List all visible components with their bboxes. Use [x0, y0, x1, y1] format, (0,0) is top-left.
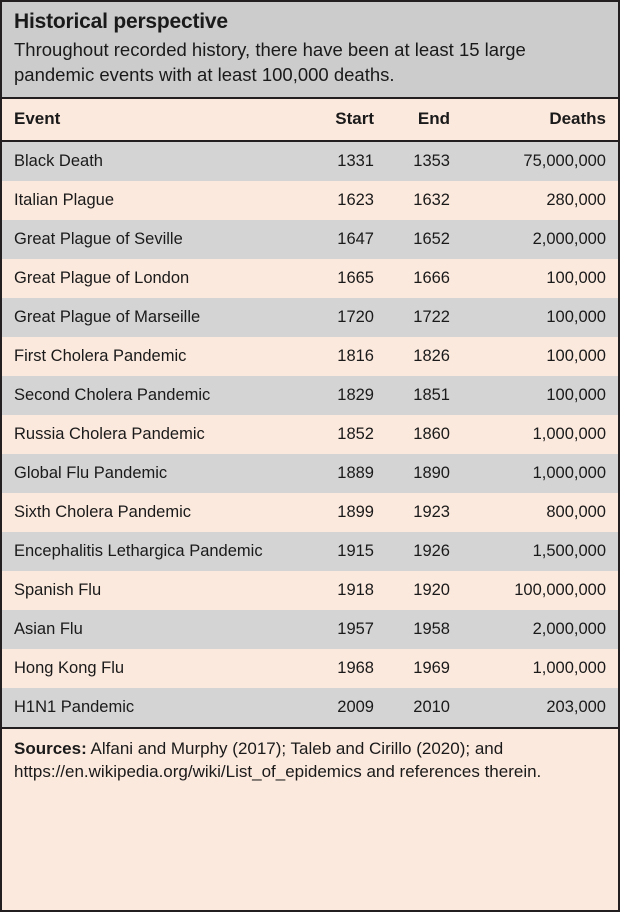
- cell-event: Great Plague of Seville: [2, 220, 302, 259]
- cell-deaths: 1,000,000: [462, 454, 618, 493]
- cell-start: 1647: [302, 220, 386, 259]
- column-header-deaths: Deaths: [462, 99, 618, 141]
- cell-deaths: 100,000,000: [462, 571, 618, 610]
- cell-end: 1920: [386, 571, 462, 610]
- cell-deaths: 203,000: [462, 688, 618, 727]
- table-row: [2, 649, 618, 688]
- table-row: [2, 298, 618, 337]
- cell-event: Encephalitis Lethargica Pandemic: [2, 532, 302, 571]
- cell-end: 1923: [386, 493, 462, 532]
- cell-start: 1915: [302, 532, 386, 571]
- cell-event: Russia Cholera Pandemic: [2, 415, 302, 454]
- cell-start: 1829: [302, 376, 386, 415]
- cell-deaths: 1,500,000: [462, 532, 618, 571]
- cell-deaths: 100,000: [462, 259, 618, 298]
- cell-event: Spanish Flu: [2, 571, 302, 610]
- table-row: [2, 220, 618, 259]
- cell-deaths: 100,000: [462, 376, 618, 415]
- cell-event: Asian Flu: [2, 610, 302, 649]
- cell-end: 1958: [386, 610, 462, 649]
- table-row: [2, 688, 618, 727]
- cell-start: 1623: [302, 181, 386, 220]
- table-row: [2, 141, 618, 181]
- table-header-row: [2, 99, 618, 141]
- table-body: [2, 141, 618, 727]
- cell-end: 2010: [386, 688, 462, 727]
- cell-end: 1632: [386, 181, 462, 220]
- cell-deaths: 1,000,000: [462, 415, 618, 454]
- cell-event: Great Plague of London: [2, 259, 302, 298]
- cell-start: 1889: [302, 454, 386, 493]
- cell-end: 1860: [386, 415, 462, 454]
- page-title: Historical perspective: [14, 10, 228, 33]
- cell-event: Hong Kong Flu: [2, 649, 302, 688]
- cell-end: 1666: [386, 259, 462, 298]
- table-row: [2, 571, 618, 610]
- cell-deaths: 100,000: [462, 337, 618, 376]
- cell-start: 1899: [302, 493, 386, 532]
- column-header-start: Start: [302, 99, 386, 141]
- cell-start: 1720: [302, 298, 386, 337]
- cell-start: 1816: [302, 337, 386, 376]
- cell-start: 1852: [302, 415, 386, 454]
- cell-end: 1353: [386, 141, 462, 181]
- cell-end: 1652: [386, 220, 462, 259]
- column-header-event: Event: [2, 99, 302, 141]
- table-header: [2, 99, 618, 141]
- cell-start: 1968: [302, 649, 386, 688]
- cell-deaths: 100,000: [462, 298, 618, 337]
- panel-header: [2, 2, 618, 99]
- cell-deaths: 75,000,000: [462, 141, 618, 181]
- cell-end: 1969: [386, 649, 462, 688]
- cell-event: Second Cholera Pandemic: [2, 376, 302, 415]
- cell-deaths: 2,000,000: [462, 220, 618, 259]
- cell-start: 1957: [302, 610, 386, 649]
- sources-label: Sources:: [14, 738, 87, 758]
- cell-end: 1826: [386, 337, 462, 376]
- table-row: [2, 376, 618, 415]
- cell-start: 2009: [302, 688, 386, 727]
- sources-note: [2, 727, 618, 910]
- cell-event: Great Plague of Marseille: [2, 298, 302, 337]
- sources-text: Alfani and Murphy (2017); Taleb and Cirillo (2020); and https://en.wikipedia.org/wiki/List_of_epidemics and references therein.: [14, 738, 542, 781]
- cell-deaths: 280,000: [462, 181, 618, 220]
- table-row: [2, 415, 618, 454]
- cell-event: First Cholera Pandemic: [2, 337, 302, 376]
- cell-deaths: 800,000: [462, 493, 618, 532]
- panel-subtitle: Throughout recorded history, there have been at least 15 large pandemic events with at least 100,000 deaths.: [14, 39, 526, 85]
- table-row: [2, 454, 618, 493]
- table-row: [2, 337, 618, 376]
- cell-deaths: 1,000,000: [462, 649, 618, 688]
- cell-end: 1890: [386, 454, 462, 493]
- cell-start: 1331: [302, 141, 386, 181]
- cell-event: Sixth Cholera Pandemic: [2, 493, 302, 532]
- table-row: [2, 181, 618, 220]
- cell-deaths: 2,000,000: [462, 610, 618, 649]
- cell-start: 1665: [302, 259, 386, 298]
- cell-start: 1918: [302, 571, 386, 610]
- table-row: [2, 259, 618, 298]
- table-row: [2, 610, 618, 649]
- cell-event: H1N1 Pandemic: [2, 688, 302, 727]
- table-row: [2, 493, 618, 532]
- cell-event: Italian Plague: [2, 181, 302, 220]
- table-row: [2, 532, 618, 571]
- cell-end: 1722: [386, 298, 462, 337]
- pandemics-table: [2, 99, 618, 727]
- cell-end: 1926: [386, 532, 462, 571]
- cell-end: 1851: [386, 376, 462, 415]
- cell-event: Black Death: [2, 141, 302, 181]
- column-header-end: End: [386, 99, 462, 141]
- cell-event: Global Flu Pandemic: [2, 454, 302, 493]
